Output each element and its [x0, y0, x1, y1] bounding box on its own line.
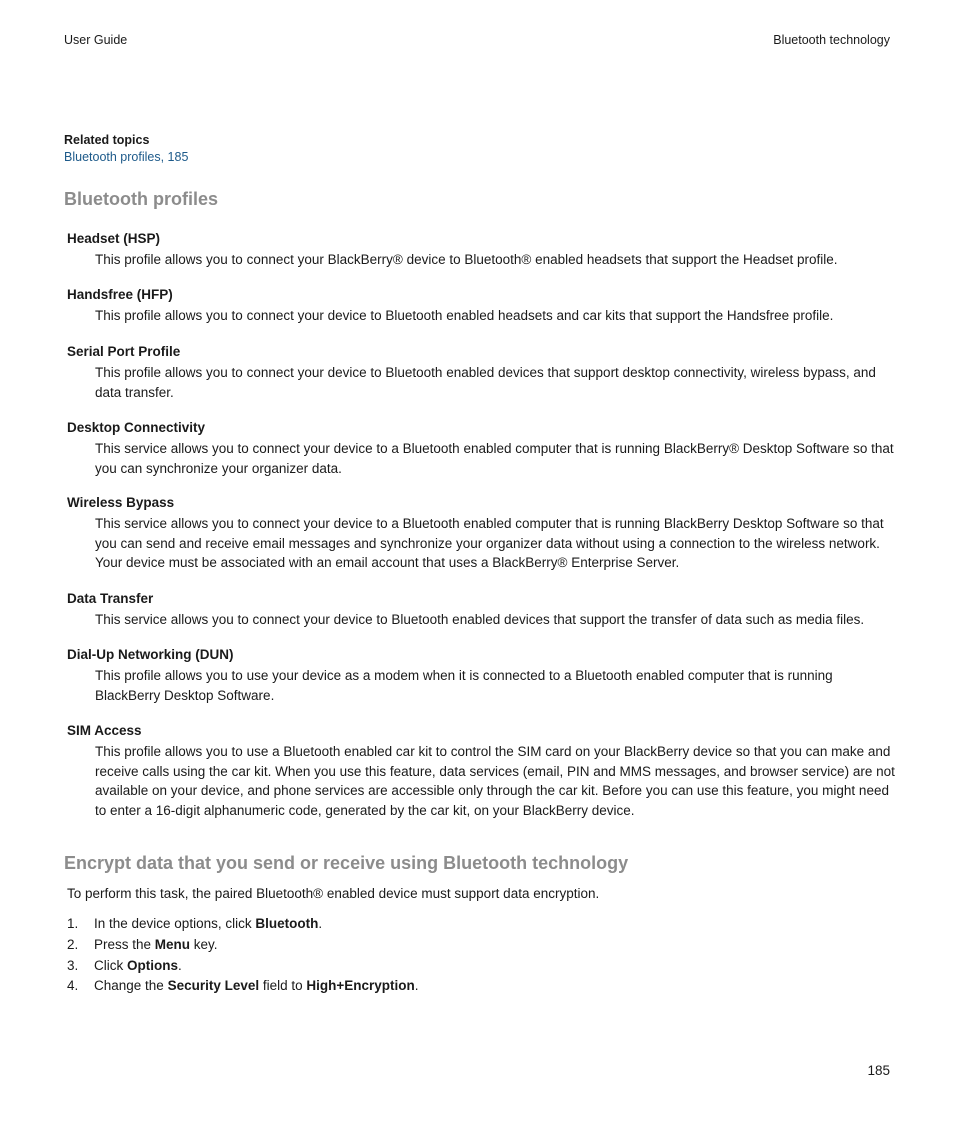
step-text: In the device options, click	[94, 916, 256, 931]
step-item	[67, 916, 322, 931]
profile-description: This profile allows you to connect your device to Bluetooth enabled devices that support desktop connectivity, wireless bypass, and data transfer.	[95, 365, 876, 400]
profile-term: Desktop Connectivity	[67, 420, 206, 435]
step-text: .	[414, 978, 419, 993]
task-prerequisite: To perform this task, the paired Bluetooth® enabled device must support data encryption.	[67, 886, 600, 901]
ui-term: High+Encryption	[306, 978, 415, 993]
section-title-bluetooth-profiles: Bluetooth profiles	[64, 189, 218, 209]
step-item	[67, 978, 419, 993]
profile-description: This service allows you to connect your device to a Bluetooth enabled computer that is running BlackBerry Desktop Software so that you can send and receive email messages and synchronize your organizer data without using a connection to the wireless network. Your device must be associated with an email account that uses a BlackBerry® Enterprise Server.	[95, 516, 884, 570]
profile-term: Serial Port Profile	[67, 344, 181, 359]
step-item	[67, 937, 218, 952]
profile-description: This service allows you to connect your device to Bluetooth enabled devices that support the transfer of data such as media files.	[95, 612, 865, 627]
profile-description: This profile allows you to use a Bluetooth enabled car kit to control the SIM card on your BlackBerry device so that you can make and receive calls using the car kit. When you use this feature, data services (email, PIN and MMS messages, and browser service) are not available on your device, and phone services are accessible only through the car kit. Before you can use this feature, you might need to enter a 16-digit alphanumeric code, generated by the car kit, on your BlackBerry device.	[95, 744, 895, 818]
step-number: 3.	[67, 958, 79, 973]
profile-term: SIM Access	[67, 723, 142, 738]
step-text: Press the	[94, 937, 155, 952]
profile-term: Dial-Up Networking (DUN)	[67, 647, 234, 662]
step-number: 1.	[67, 916, 79, 931]
step-text: key.	[190, 937, 218, 952]
ui-term: Security Level	[167, 978, 260, 993]
page-number: 185	[867, 1063, 890, 1078]
ui-term: Bluetooth	[255, 916, 319, 931]
profile-term: Data Transfer	[67, 591, 154, 606]
running-header-right: Bluetooth technology	[773, 33, 890, 47]
ui-term: Options	[127, 958, 178, 973]
profile-term: Handsfree (HFP)	[67, 287, 173, 302]
related-topics-title: Related topics	[64, 133, 150, 147]
profile-term: Wireless Bypass	[67, 495, 175, 510]
step-text: .	[318, 916, 323, 931]
profile-term: Headset (HSP)	[67, 231, 161, 246]
running-header-left: User Guide	[64, 33, 128, 47]
section-title-encrypt-data: Encrypt data that you send or receive using Bluetooth technology	[64, 853, 629, 873]
profile-description: This service allows you to connect your device to a Bluetooth enabled computer that is running BlackBerry® Desktop Software so that you can synchronize your organizer data.	[95, 441, 894, 476]
step-text: .	[178, 958, 182, 973]
step-text: Change the	[94, 978, 168, 993]
profile-description: This profile allows you to use your device as a modem when it is connected to a Bluetooth enabled computer that is running BlackBerry Desktop Software.	[95, 668, 833, 703]
ui-term: Menu	[154, 937, 191, 952]
related-topic-link[interactable]: Bluetooth profiles, 185	[64, 150, 189, 164]
profile-description: This profile allows you to connect your device to Bluetooth enabled headsets and car kits that support the Handsfree profile.	[95, 308, 834, 323]
profile-description: This profile allows you to connect your BlackBerry® device to Bluetooth® enabled headsets that support the Headset profile.	[95, 252, 838, 267]
step-text: field to	[259, 978, 307, 993]
step-item	[67, 958, 182, 973]
step-number: 4.	[67, 978, 79, 993]
step-number: 2.	[67, 937, 79, 952]
step-text: Click	[94, 958, 127, 973]
